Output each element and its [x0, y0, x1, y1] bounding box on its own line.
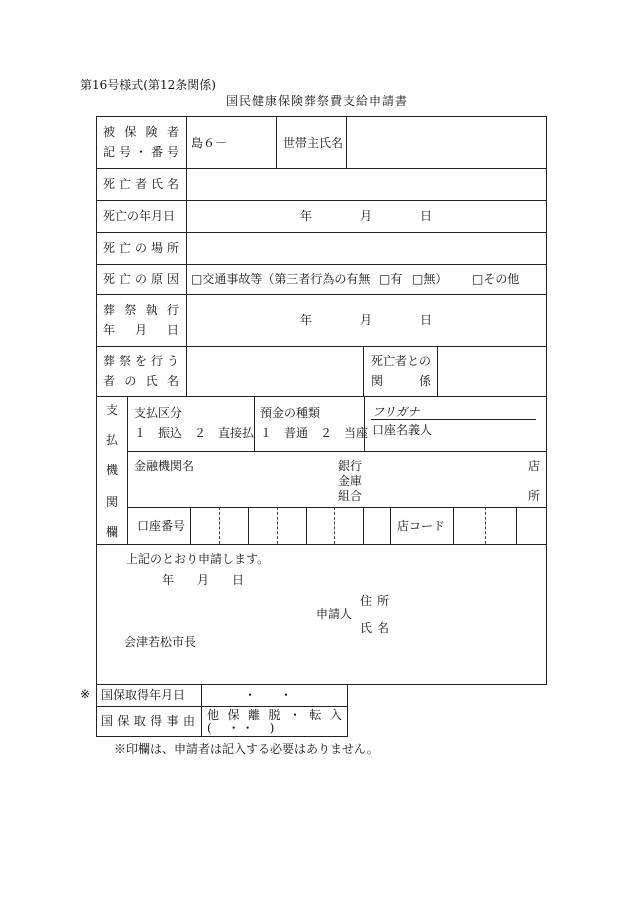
deposit-type-title: 預金の種類: [260, 406, 321, 420]
deposit-type-options[interactable]: １ 普通 ２ 当座: [260, 426, 369, 440]
other-cause-checkbox[interactable]: □その他: [472, 272, 520, 286]
third-party-no-checkbox[interactable]: □無）: [412, 272, 448, 286]
funeral-date-month: 月: [360, 313, 373, 327]
branch-ten-label: 店: [528, 459, 541, 473]
institution-kumiai: 組合: [338, 489, 363, 503]
death-place-label: 死 亡 の 場 所: [103, 241, 179, 255]
payment-type-title: 支払区分: [134, 406, 183, 420]
form-title: 国民健康保険葬祭費支給申請書: [226, 94, 409, 108]
acquisition-reason-line2[interactable]: ( ・・ ): [207, 721, 277, 735]
acquisition-date-value[interactable]: ・ ・: [244, 688, 293, 702]
branch-code-label: 店コード: [397, 519, 446, 533]
institution-bank: 銀行: [338, 459, 363, 473]
institution-label: 金融機関名: [134, 459, 195, 473]
institution-shinkin: 金庫: [338, 474, 363, 488]
insured-symbol-value[interactable]: 島６－: [191, 136, 228, 150]
death-date-day: 日: [420, 209, 433, 223]
payment-side-label-1: 支: [106, 403, 119, 417]
funeral-person-label-line1: 葬 祭 を 行 う: [103, 354, 179, 368]
funeral-date-day: 日: [420, 313, 433, 327]
applicant-name-label: 氏名: [360, 621, 395, 635]
applicant-label: 申請人: [316, 607, 353, 621]
payment-side-label-5: 欄: [106, 525, 119, 539]
acquisition-reason-label: 国 保 取 得 事 由: [101, 714, 195, 728]
insured-label-line1: 被 保 険 者: [103, 125, 179, 139]
form-number: 第16号様式(第12条関係): [80, 78, 216, 92]
footnote: ※印欄は、申請者は記入する必要はありません。: [114, 742, 379, 756]
relation-label-line2: 関 係: [371, 374, 431, 388]
death-date-month: 月: [360, 209, 373, 223]
third-party-yes-checkbox[interactable]: □有: [379, 272, 403, 286]
acquisition-reason-line1[interactable]: 他 保 離 脱 ・ 転 入: [207, 708, 342, 722]
declaration-month: 月: [197, 573, 210, 587]
insured-label-line2: 記 号 ・ 番 号: [103, 145, 179, 159]
account-holder-label: 口座名義人: [372, 423, 433, 437]
declaration-year: 年: [162, 573, 175, 587]
death-cause-label: 死 亡 の 原 因: [103, 272, 179, 286]
traffic-accident-checkbox[interactable]: □交通事故等（第三者行為の有無: [191, 272, 371, 286]
householder-label: 世帯主氏名: [283, 136, 344, 150]
death-date-label: 死亡の年月日: [103, 209, 176, 223]
funeral-person-label-line2: 者 の 氏 名: [103, 374, 179, 388]
death-date-year: 年: [300, 209, 313, 223]
payment-side-label-4: 関: [106, 495, 119, 509]
funeral-date-label-line1: 葬 祭 執 行: [103, 303, 179, 317]
deceased-name-label: 死 亡 者 氏 名: [103, 177, 179, 191]
addressee: 会津若松市長: [124, 635, 197, 649]
payment-type-options[interactable]: １ 振込 ２ 直接払: [134, 426, 255, 440]
relation-label-line1: 死亡者との: [371, 354, 432, 368]
acquisition-date-label: 国保取得年月日: [101, 688, 186, 702]
furigana-label: フリガナ: [372, 405, 420, 419]
payment-side-label-3: 機: [106, 463, 119, 477]
funeral-date-year: 年: [300, 313, 313, 327]
funeral-date-label-line2: 年 月 日: [103, 323, 179, 337]
payment-side-label-2: 払: [106, 433, 119, 447]
declaration-statement: 上記のとおり申請します。: [126, 552, 270, 566]
branch-sho-label: 所: [528, 489, 541, 503]
declaration-day: 日: [232, 573, 245, 587]
account-number-label: 口座番号: [137, 519, 186, 533]
applicant-address-label: 住所: [360, 594, 395, 608]
office-use-mark: ※: [80, 687, 91, 701]
